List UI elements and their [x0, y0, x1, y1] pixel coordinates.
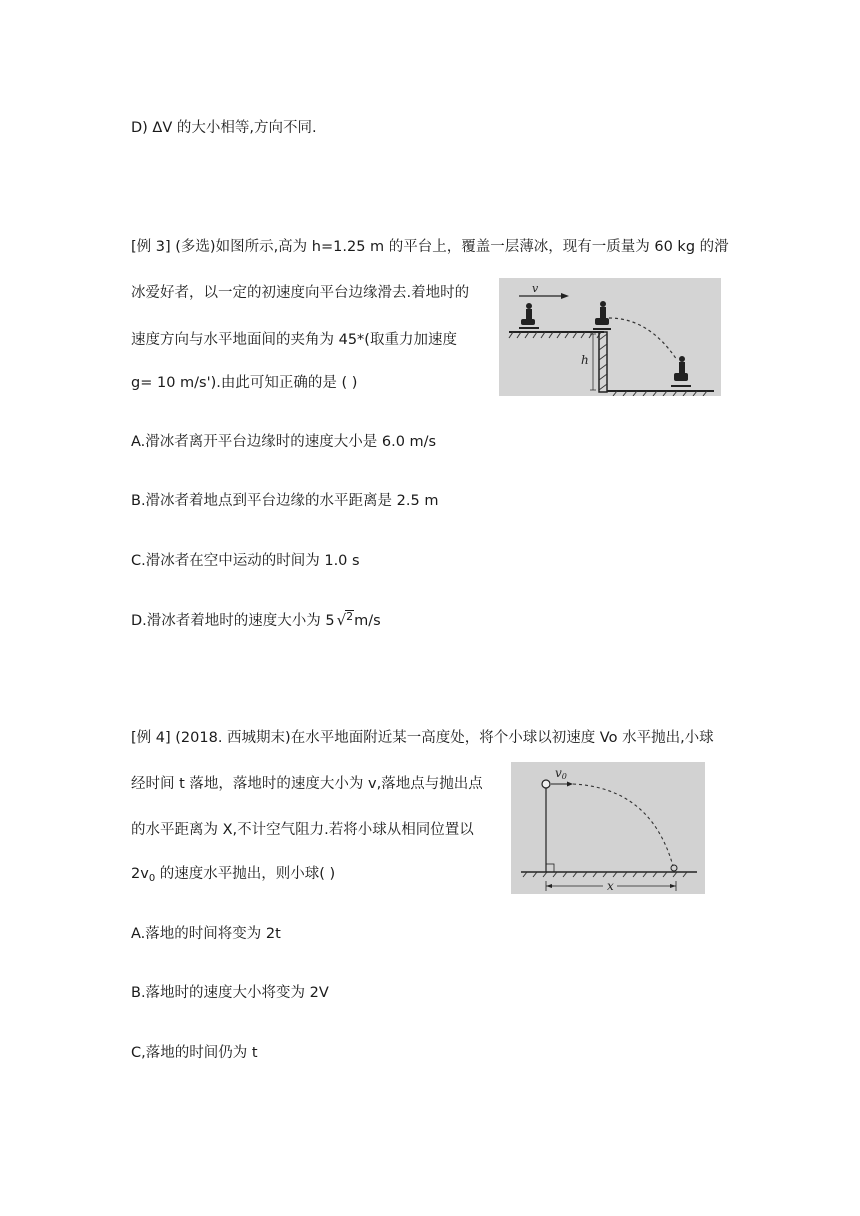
example4-option-b: B.落地时的速度大小将变为 2V — [131, 985, 329, 1001]
example3-question-line4: g= 10 m/s').由此可知正确的是 ( ) — [131, 375, 358, 391]
speed-subscript: 0 — [148, 873, 156, 884]
line4-suffix: 的速度水平抛出，则小球( ) — [155, 866, 336, 882]
example3-option-a: A.滑冰者离开平台边缘时的速度大小是 6.0 m/s — [131, 434, 437, 450]
example3-option-c: C.滑冰者在空中运动的时间为 1.0 s — [131, 553, 360, 569]
sqrt-symbol: √2 — [336, 610, 354, 629]
example4-question-line3: 的水平距离为 X,不计空气阻力.若将小球从相同位置以 — [131, 822, 474, 838]
example4-figure — [511, 762, 705, 894]
v0-label: v0 — [555, 766, 567, 781]
speed-base: 2v — [131, 866, 149, 882]
example3-option-b: B.滑冰者着地点到平台边缘的水平距离是 2.5 m — [131, 493, 439, 509]
sqrt-radicand: 2 — [346, 610, 354, 623]
example4-option-a: A.落地的时间将变为 2t — [131, 926, 281, 942]
example3-figure — [499, 278, 721, 396]
example4-question-line2: 经时间 t 落地，落地时的速度大小为 v,落地点与抛出点 — [131, 776, 483, 792]
example3-question-line3: 速度方向与水平地面间的夹角为 45*(取重力加速度 — [131, 332, 457, 348]
example3-option-d — [131, 610, 381, 631]
height-label: h — [581, 353, 589, 367]
example3-question-line1: [例 3] (多选)如图所示,高为 h=1.25 m 的平台上，覆盖一层薄冰，现有一质量为 60 kg 的滑 — [131, 239, 729, 255]
option-d-prefix: D.滑冰者着地时的速度大小为 5 — [131, 613, 335, 629]
prev-option-d: D) ΔV 的大小相等,方向不同. — [131, 120, 317, 136]
example4-question-line1: [例 4] (2018. 西城期末)在水平地面附近某一高度处，将个小球以初速度 Vo 水平抛出,小球 — [131, 730, 714, 746]
example4-option-c: C,落地的时间仍为 t — [131, 1045, 258, 1061]
example3-question-line2: 冰爱好者，以一定的初速度向平台边缘滑去.着地时的 — [131, 285, 470, 301]
velocity-label: v — [532, 282, 539, 295]
distance-label: x — [607, 879, 614, 893]
example4-question-line4 — [131, 864, 335, 889]
option-d-suffix: m/s — [354, 613, 381, 629]
